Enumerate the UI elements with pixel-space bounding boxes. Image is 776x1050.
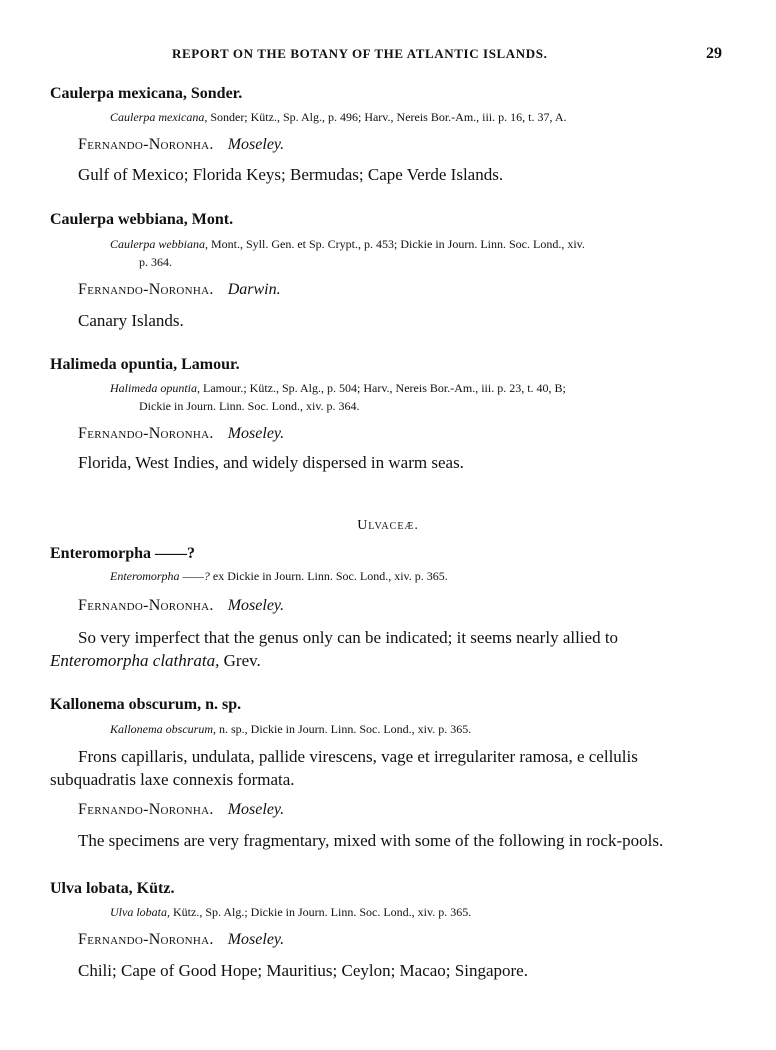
distribution: Florida, West Indies, and widely dispersed in warm seas. xyxy=(78,453,464,472)
collector: Darwin. xyxy=(227,281,281,298)
synonymy xyxy=(110,722,471,737)
distribution: Gulf of Mexico; Florida Keys; Bermudas; Cape Verde Islands. xyxy=(78,165,504,184)
synonymy xyxy=(110,110,567,125)
page-number: 29 xyxy=(706,45,722,62)
locality: Fernando-Noronha. xyxy=(78,281,214,298)
synonymy xyxy=(110,237,585,252)
species-name: Ulva lobata, Kütz. xyxy=(50,880,175,897)
locality: Fernando-Noronha. xyxy=(78,136,214,153)
synonymy xyxy=(110,381,566,396)
distribution: Canary Islands. xyxy=(78,311,184,330)
synonym-citation: Mont., Syll. Gen. et Sp. Crypt., p. 453; Dickie in Journ. Linn. Soc. Lond., xiv. xyxy=(208,237,585,251)
synonymy xyxy=(110,569,448,584)
synonym-citation: Kütz., Sp. Alg.; Dickie in Journ. Linn. Soc. Lond., xiv. p. 365. xyxy=(170,905,472,919)
species-name: Caulerpa mexicana, Sonder. xyxy=(50,85,243,102)
locality: Fernando-Noronha. xyxy=(78,801,214,818)
synonym-name: Caulerpa webbiana, xyxy=(110,237,208,251)
synonym-citation: Lamour.; Kütz., Sp. Alg., p. 504; Harv., Nereis Bor.-Am., iii. p. 23, t. 40, B; xyxy=(200,381,566,395)
locality-line xyxy=(78,281,281,299)
collector: Moseley. xyxy=(227,425,285,442)
locality-line xyxy=(78,597,284,615)
synonym-name: Ulva lobata, xyxy=(110,905,170,919)
locality-line xyxy=(78,801,284,819)
synonym-name: Enteromorpha ——? xyxy=(110,569,210,583)
related-species: Enteromorpha clathrata, xyxy=(50,651,220,670)
locality-line xyxy=(78,931,284,949)
synonymy-continued: Dickie in Journ. Linn. Soc. Lond., xiv. p. 364. xyxy=(139,399,360,413)
synonym-name: Halimeda opuntia, xyxy=(110,381,200,395)
synonym-citation: ex Dickie in Journ. Linn. Soc. Lond., xiv. p. 365. xyxy=(209,569,448,583)
section-title: Ulvaceæ. xyxy=(357,518,419,533)
latin-description-continued: subquadratis laxe connexis formata. xyxy=(50,770,295,789)
collector: Moseley. xyxy=(227,931,285,948)
species-name: Halimeda opuntia, Lamour. xyxy=(50,356,240,373)
distribution: Chili; Cape of Good Hope; Mauritius; Ceylon; Macao; Singapore. xyxy=(78,961,528,980)
page-header xyxy=(0,46,776,66)
species-name: Caulerpa webbiana, Mont. xyxy=(50,211,234,228)
latin-description: Frons capillaris, undulata, pallide virescens, vage et irregulariter ramosa, e cellulis xyxy=(78,747,638,766)
locality-line xyxy=(78,425,284,443)
synonym-name: Caulerpa mexicana, xyxy=(110,110,208,124)
synonymy xyxy=(110,905,471,920)
note-paragraph: So very imperfect that the genus only can be indicated; it seems nearly allied to xyxy=(78,628,619,647)
locality: Fernando-Noronha. xyxy=(78,425,214,442)
synonymy-continued: p. 364. xyxy=(139,255,172,269)
locality: Fernando-Noronha. xyxy=(78,931,214,948)
locality: Fernando-Noronha. xyxy=(78,597,214,614)
running-title: REPORT ON THE BOTANY OF THE ATLANTIC ISLANDS. xyxy=(172,46,548,61)
synonym-citation: n. sp., Dickie in Journ. Linn. Soc. Lond., xiv. p. 365. xyxy=(216,722,472,736)
related-species-author: Grev. xyxy=(219,651,261,670)
collector: Moseley. xyxy=(227,136,285,153)
synonym-citation: Sonder; Kütz., Sp. Alg., p. 496; Harv., Nereis Bor.-Am., iii. p. 16, t. 37, A. xyxy=(207,110,567,124)
synonym-name: Kallonema obscurum, xyxy=(110,722,216,736)
collector: Moseley. xyxy=(227,597,285,614)
note-paragraph-continued xyxy=(50,651,261,671)
note-paragraph: The specimens are very fragmentary, mixed with some of the following in rock-pools. xyxy=(78,831,664,850)
locality-line xyxy=(78,136,284,154)
collector: Moseley. xyxy=(227,801,285,818)
species-name: Kallonema obscurum, n. sp. xyxy=(50,696,242,713)
species-name: Enteromorpha ——? xyxy=(50,545,196,562)
